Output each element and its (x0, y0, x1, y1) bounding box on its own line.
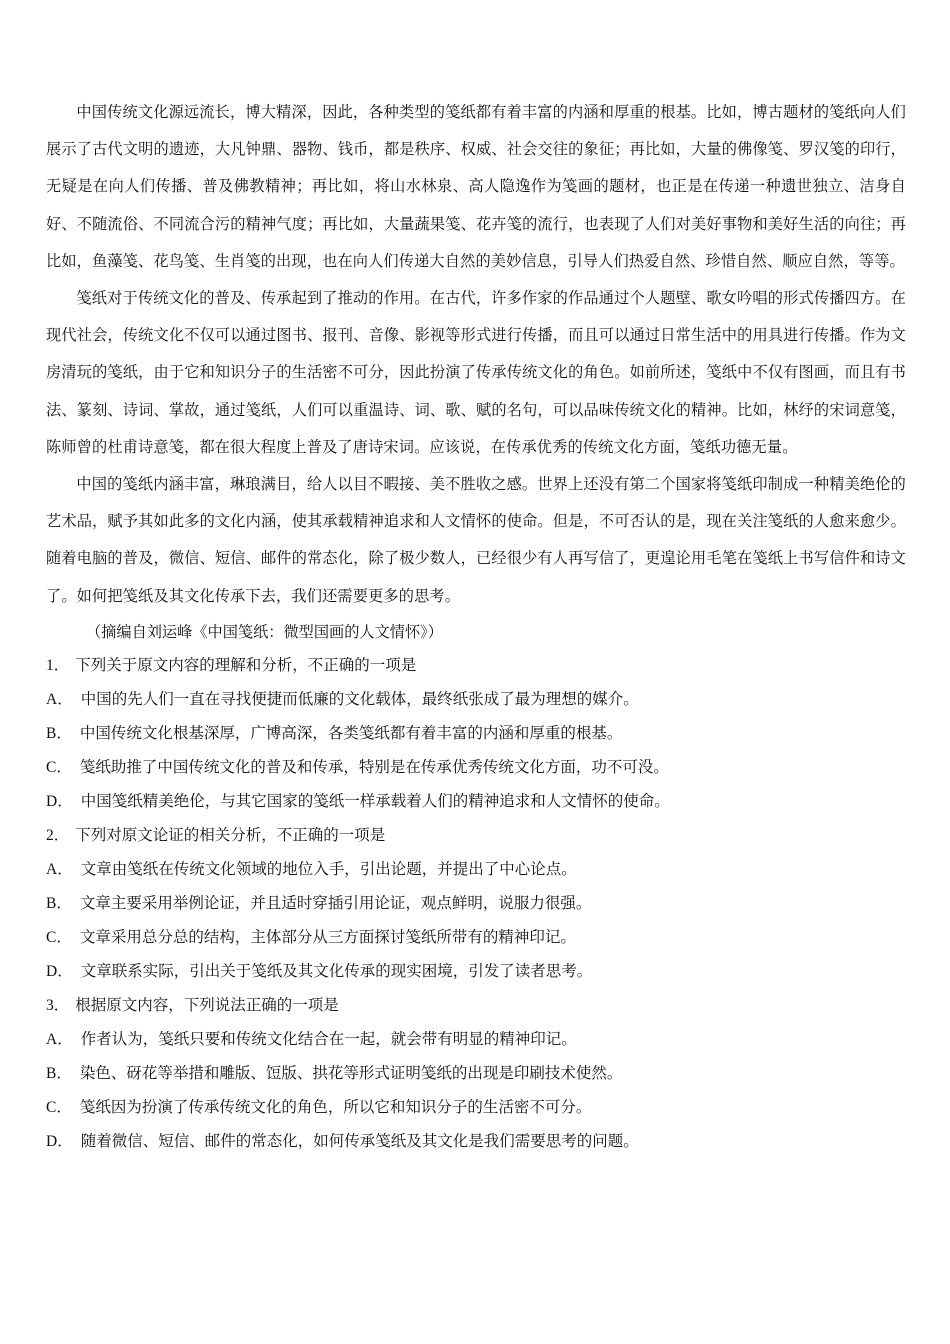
option-letter: A． (46, 860, 73, 878)
question-1-stem (46, 649, 906, 683)
option-text: 染色、砑花等举措和雕版、饾版、拱花等形式证明笺纸的出现是印刷技术使然。 (79, 1064, 623, 1082)
question-2-option-d[interactable] (46, 955, 906, 989)
question-3-option-a[interactable] (46, 1023, 906, 1057)
option-text: 随着微信、短信、邮件的常态化，如何传承笺纸及其文化是我们需要思考的问题。 (80, 1132, 639, 1150)
question-text: 根据原文内容，下列说法正确的一项是 (75, 996, 339, 1014)
passage-paragraph-2: 笺纸对于传统文化的普及、传承起到了推动的作用。在古代，许多作家的作品通过个人题壁、歌女吟唱的形式传播四方。在现代社会，传统文化不仅可以通过图书、报刊、音像、影视等形式进行传播，而且可以通过日常生活中的用具进行传播。作为文房清玩的笺纸，由于它和知识分子的生活密不可分，因此扮演了传承传统文化的角色。如前所述，笺纸中不仅有图画，而且有书法、篆刻、诗词、掌故，通过笺纸，人们可以重温诗、词、歌、赋的名句，可以品味传统文化的精神。比如，林纾的宋词意笺，陈师曾的杜甫诗意笺，都在很大程度上普及了唐诗宋词。应该说，在传承优秀的传统文化方面，笺纸功德无量。 (46, 289, 906, 456)
option-text: 文章联系实际，引出关于笺纸及其文化传承的现实困境，引发了读者思考。 (80, 962, 593, 980)
option-text: 笺纸因为扮演了传承传统文化的角色，所以它和知识分子的生活密不可分。 (79, 1098, 592, 1116)
question-3-option-c[interactable] (46, 1091, 906, 1125)
question-2-option-b[interactable] (46, 887, 906, 921)
option-text: 笺纸助推了中国传统文化的普及和传承，特别是在传承优秀传统文化方面，功不可没。 (79, 758, 669, 776)
option-letter: A． (46, 690, 73, 708)
option-letter: B． (46, 724, 72, 742)
question-number: 1． (46, 656, 70, 674)
passage-paragraph-1: 中国传统文化源远流长，博大精深，因此，各种类型的笺纸都有着丰富的内涵和厚重的根基。比如，博古题材的笺纸向人们展示了古代文明的遗迹，大凡钟鼎、器物、钱币，都是秩序、权威、社会交往的象征；再比如，大量的佛像笺、罗汉笺的印行，无疑是在向人们传播、普及佛教精神；再比如，将山水林泉、高人隐逸作为笺画的题材，也正是在传递一种遗世独立、洁身自好、不随流俗、不同流合污的精神气度；再比如，大量蔬果笺、花卉笺的流行，也表现了人们对美好事物和美好生活的向往；再比如，鱼藻笺、花鸟笺、生肖笺的出现，也在向人们传递大自然的美妙信息，引导人们热爱自然、珍惜自然、顺应自然，等等。 (46, 103, 906, 270)
option-letter: B． (46, 1064, 72, 1082)
passage-source: （摘编自刘运峰《中国笺纸：微型国画的人文情怀》） (86, 622, 443, 641)
question-text: 下列对原文论证的相关分析，不正确的一项是 (75, 826, 386, 844)
question-2-option-c[interactable] (46, 921, 906, 955)
question-1-option-b[interactable] (46, 717, 906, 751)
passage-paragraph-3: 中国的笺纸内涵丰富，琳琅满目，给人以目不暇接、美不胜收之感。世界上还没有第二个国家将笺纸印制成一种精美绝伦的艺术品，赋予其如此多的文化内涵，使其承载精神追求和人文情怀的使命。但是，不可否认的是，现在关注笺纸的人愈来愈少。随着电脑的普及，微信、短信、邮件的常态化，除了极少数人，已经很少有人再写信了，更遑论用毛笔在笺纸上书写信件和诗文了。如何把笺纸及其文化传承下去，我们还需要更多的思考。 (46, 475, 906, 605)
question-number: 3． (46, 996, 70, 1014)
option-text: 中国传统文化根基深厚，广博高深，各类笺纸都有着丰富的内涵和厚重的根基。 (79, 724, 623, 742)
option-text: 中国笺纸精美绝伦，与其它国家的笺纸一样承载着人们的精神追求和人文情怀的使命。 (80, 792, 670, 810)
question-2-stem (46, 819, 906, 853)
option-letter: D． (46, 962, 73, 980)
option-text: 作者认为，笺纸只要和传统文化结合在一起，就会带有明显的精神印记。 (80, 1030, 577, 1048)
option-text: 中国的先人们一直在寻找便捷而低廉的文化载体，最终纸张成了最为理想的媒介。 (80, 690, 639, 708)
question-3-stem (46, 989, 906, 1023)
question-number: 2． (46, 826, 70, 844)
question-2-option-a[interactable] (46, 853, 906, 887)
question-text: 下列关于原文内容的理解和分析，不正确的一项是 (75, 656, 417, 674)
option-text: 文章主要采用举例论证，并且适时穿插引用论证，观点鲜明，说服力很强。 (79, 894, 592, 912)
option-text: 文章采用总分总的结构，主体部分从三方面探讨笺纸所带有的精神印记。 (79, 928, 576, 946)
question-1-option-c[interactable] (46, 751, 906, 785)
option-letter: B． (46, 894, 72, 912)
option-letter: C． (46, 1098, 72, 1116)
option-letter: A． (46, 1030, 73, 1048)
option-letter: D． (46, 1132, 73, 1150)
question-1-option-d[interactable] (46, 785, 906, 819)
option-letter: C． (46, 758, 72, 776)
question-1-option-a[interactable] (46, 683, 906, 717)
question-3-option-d[interactable] (46, 1125, 906, 1159)
option-letter: D． (46, 792, 73, 810)
option-letter: C． (46, 928, 72, 946)
question-3-option-b[interactable] (46, 1057, 906, 1091)
option-text: 文章由笺纸在传统文化领域的地位入手，引出论题，并提出了中心论点。 (80, 860, 577, 878)
document-page (46, 94, 906, 1159)
